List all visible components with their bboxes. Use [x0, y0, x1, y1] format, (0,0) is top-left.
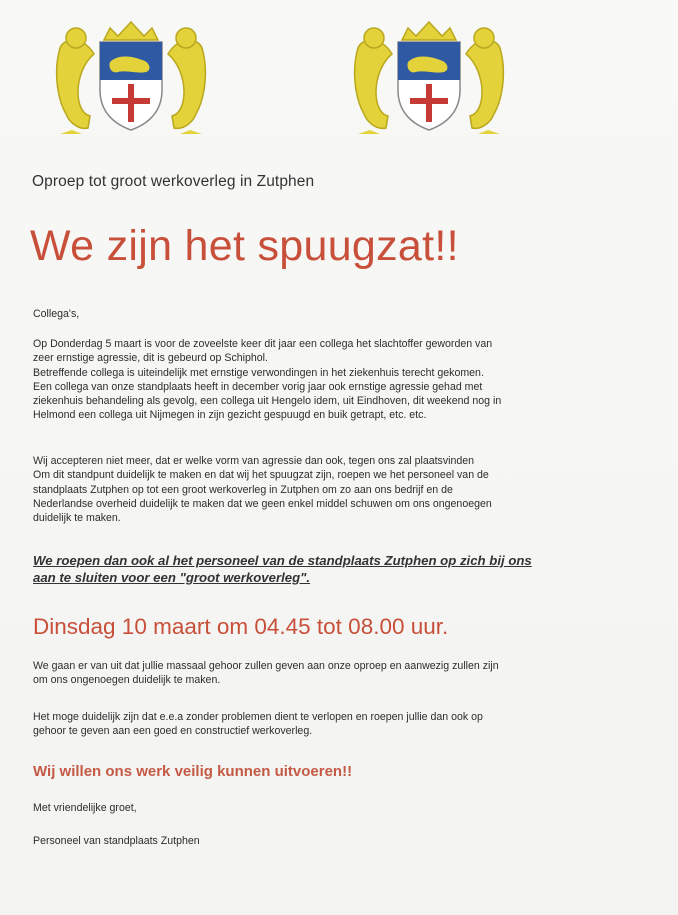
paragraph-line: om ons ongenoegen duidelijk te maken. [33, 674, 221, 687]
call-to-action [33, 552, 593, 586]
slogan: Wij willen ons werk veilig kunnen uitvoeren!! [33, 763, 353, 780]
callout-line: aan te sluiten voor een "groot werkoverleg". [33, 570, 311, 585]
paragraph-conduct [33, 710, 593, 739]
paragraph-line: Helmond een collega uit Nijmegen in zijn gezicht gespuugd en buik getrapt, etc. etc. [33, 409, 427, 422]
paragraph-line: Een collega van onze standplaats heeft in december vorig jaar ook ernstige agressie gehad met [33, 380, 483, 393]
paragraph-line: Nederlandse overheid duidelijk te maken dat we geen enkel middel schuwen om ons ongenoegen [33, 497, 492, 510]
paragraph-line: gehoor te geven aan een goed en constructief werkoverleg. [33, 725, 313, 738]
crown-icon [402, 22, 456, 40]
callout-line: We roepen dan ook al het personeel van de standplaats Zutphen op zich bij ons [33, 553, 532, 568]
paragraph-line: We gaan er van uit dat jullie massaal gehoor zullen geven aan onze oproep en aanwezig zullen zijn [33, 660, 499, 672]
paragraph-line: standplaats Zutphen op tot een groot werkoverleg in Zutphen om zo aan ons bedrijf en de [33, 483, 453, 496]
shield-icon [100, 42, 162, 130]
paragraph-statement [33, 454, 593, 525]
paragraph-line: zeer ernstige agressie, dit is gebeurd op Schiphol. [33, 352, 268, 365]
paragraph-line: ziekenhuis behandeling als gevolg, een collega uit Hengelo idem, uit Eindhoven, dit weekend nog in [33, 395, 502, 408]
lion-supporter-left [57, 28, 94, 134]
lion-supporter-right [466, 28, 503, 134]
crown-icon [104, 22, 158, 40]
paragraph-line: Wij accepteren niet meer, dat er welke vorm van agressie dan ook, tegen ons zal plaatsvinden [33, 455, 475, 467]
paragraph-line: Het moge duidelijk zijn dat e.e.a zonder problemen dient te verlopen en roepen jullie dan ook op [33, 711, 483, 723]
coat-of-arms-left [52, 18, 210, 136]
document-subtitle: Oproep tot groot werkoverleg in Zutphen [32, 173, 315, 190]
paragraph-expectation [33, 659, 593, 688]
signature: Personeel van standplaats Zutphen [33, 835, 200, 847]
coat-of-arms-right [350, 18, 508, 136]
shield-icon [398, 42, 460, 130]
paragraph-line: duidelijk te maken. [33, 512, 121, 525]
lion-supporter-left [355, 28, 392, 134]
paragraph-line: Betreffende collega is uiteindelijk met ernstige verwondingen in het ziekenhuis terecht gekomen. [33, 366, 484, 379]
paragraph-incident [33, 337, 593, 423]
paragraph-line: Op Donderdag 5 maart is voor de zoveelste keer dit jaar een collega het slachtoffer geworden van [33, 338, 493, 350]
paragraph-line: Om dit standpunt duidelijk te maken en dat wij het spuugzat zijn, roepen we het personeel van de [33, 469, 489, 482]
greeting: Collega's, [33, 308, 80, 320]
closing-greeting: Met vriendelijke groet, [33, 802, 137, 814]
lion-supporter-right [168, 28, 205, 134]
document-headline: We zijn het spuugzat!! [30, 222, 459, 270]
meeting-date: Dinsdag 10 maart om 04.45 tot 08.00 uur. [33, 614, 449, 639]
